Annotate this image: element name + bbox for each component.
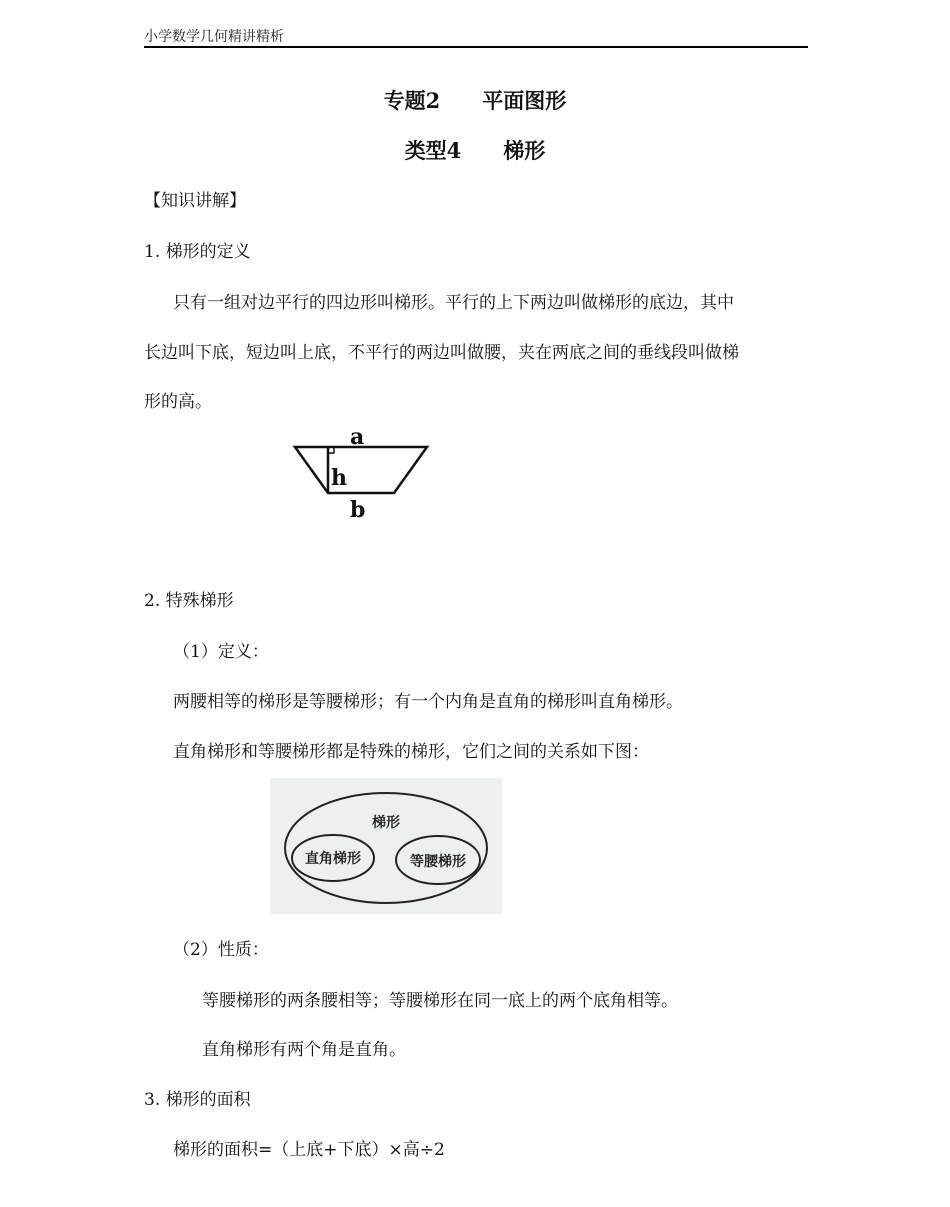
outer-ellipse — [285, 793, 487, 903]
area-formula: 梯形的面积=（上底+下底）×高÷2 — [173, 1140, 445, 1160]
knowledge-heading: 【知识讲解】 — [144, 191, 246, 211]
property-line-1: 等腰梯形的两条腰相等；等腰梯形在同一底上的两个底角相等。 — [202, 991, 678, 1011]
definition-line-3: 形的高。 — [144, 392, 212, 412]
label-h: h — [331, 465, 347, 491]
definition-line-2: 长边叫下底，短边叫上底，不平行的两边叫做腰，夹在两底之间的垂线段叫做梯 — [144, 343, 739, 363]
label-a: a — [350, 424, 365, 450]
definition-subheading: （1）定义： — [173, 642, 269, 662]
definition-line-1: 只有一组对边平行的四边形叫梯形。平行的上下两边叫做梯形的底边，其中 — [173, 293, 734, 313]
page-header: 小学数学几何精讲精析 — [144, 29, 284, 45]
label-b: b — [350, 497, 366, 518]
property-line-2: 直角梯形有两个角是直角。 — [202, 1040, 406, 1060]
left-label: 直角梯形 — [305, 851, 361, 867]
section3-heading: 3. 梯形的面积 — [144, 1090, 251, 1110]
section2-heading: 2. 特殊梯形 — [144, 591, 234, 611]
trapezoid-shape — [295, 447, 427, 493]
right-label: 等腰梯形 — [410, 854, 466, 870]
special-def-line-2: 直角梯形和等腰梯形都是特殊的梯形，它们之间的关系如下图： — [173, 742, 649, 762]
property-subheading: （2）性质： — [173, 940, 269, 960]
chapter-title: 专题2 平面图形 — [383, 88, 567, 113]
section1-heading: 1. 梯形的定义 — [144, 242, 251, 262]
trapezoid-venn-diagram — [270, 778, 502, 914]
header-rule — [144, 46, 808, 48]
trapezoid-figure — [290, 418, 435, 518]
special-def-line-1: 两腰相等的梯形是等腰梯形；有一个内角是直角的梯形叫直角梯形。 — [173, 692, 683, 712]
outer-label: 梯形 — [372, 815, 400, 831]
section-title: 类型4 梯形 — [404, 138, 546, 163]
